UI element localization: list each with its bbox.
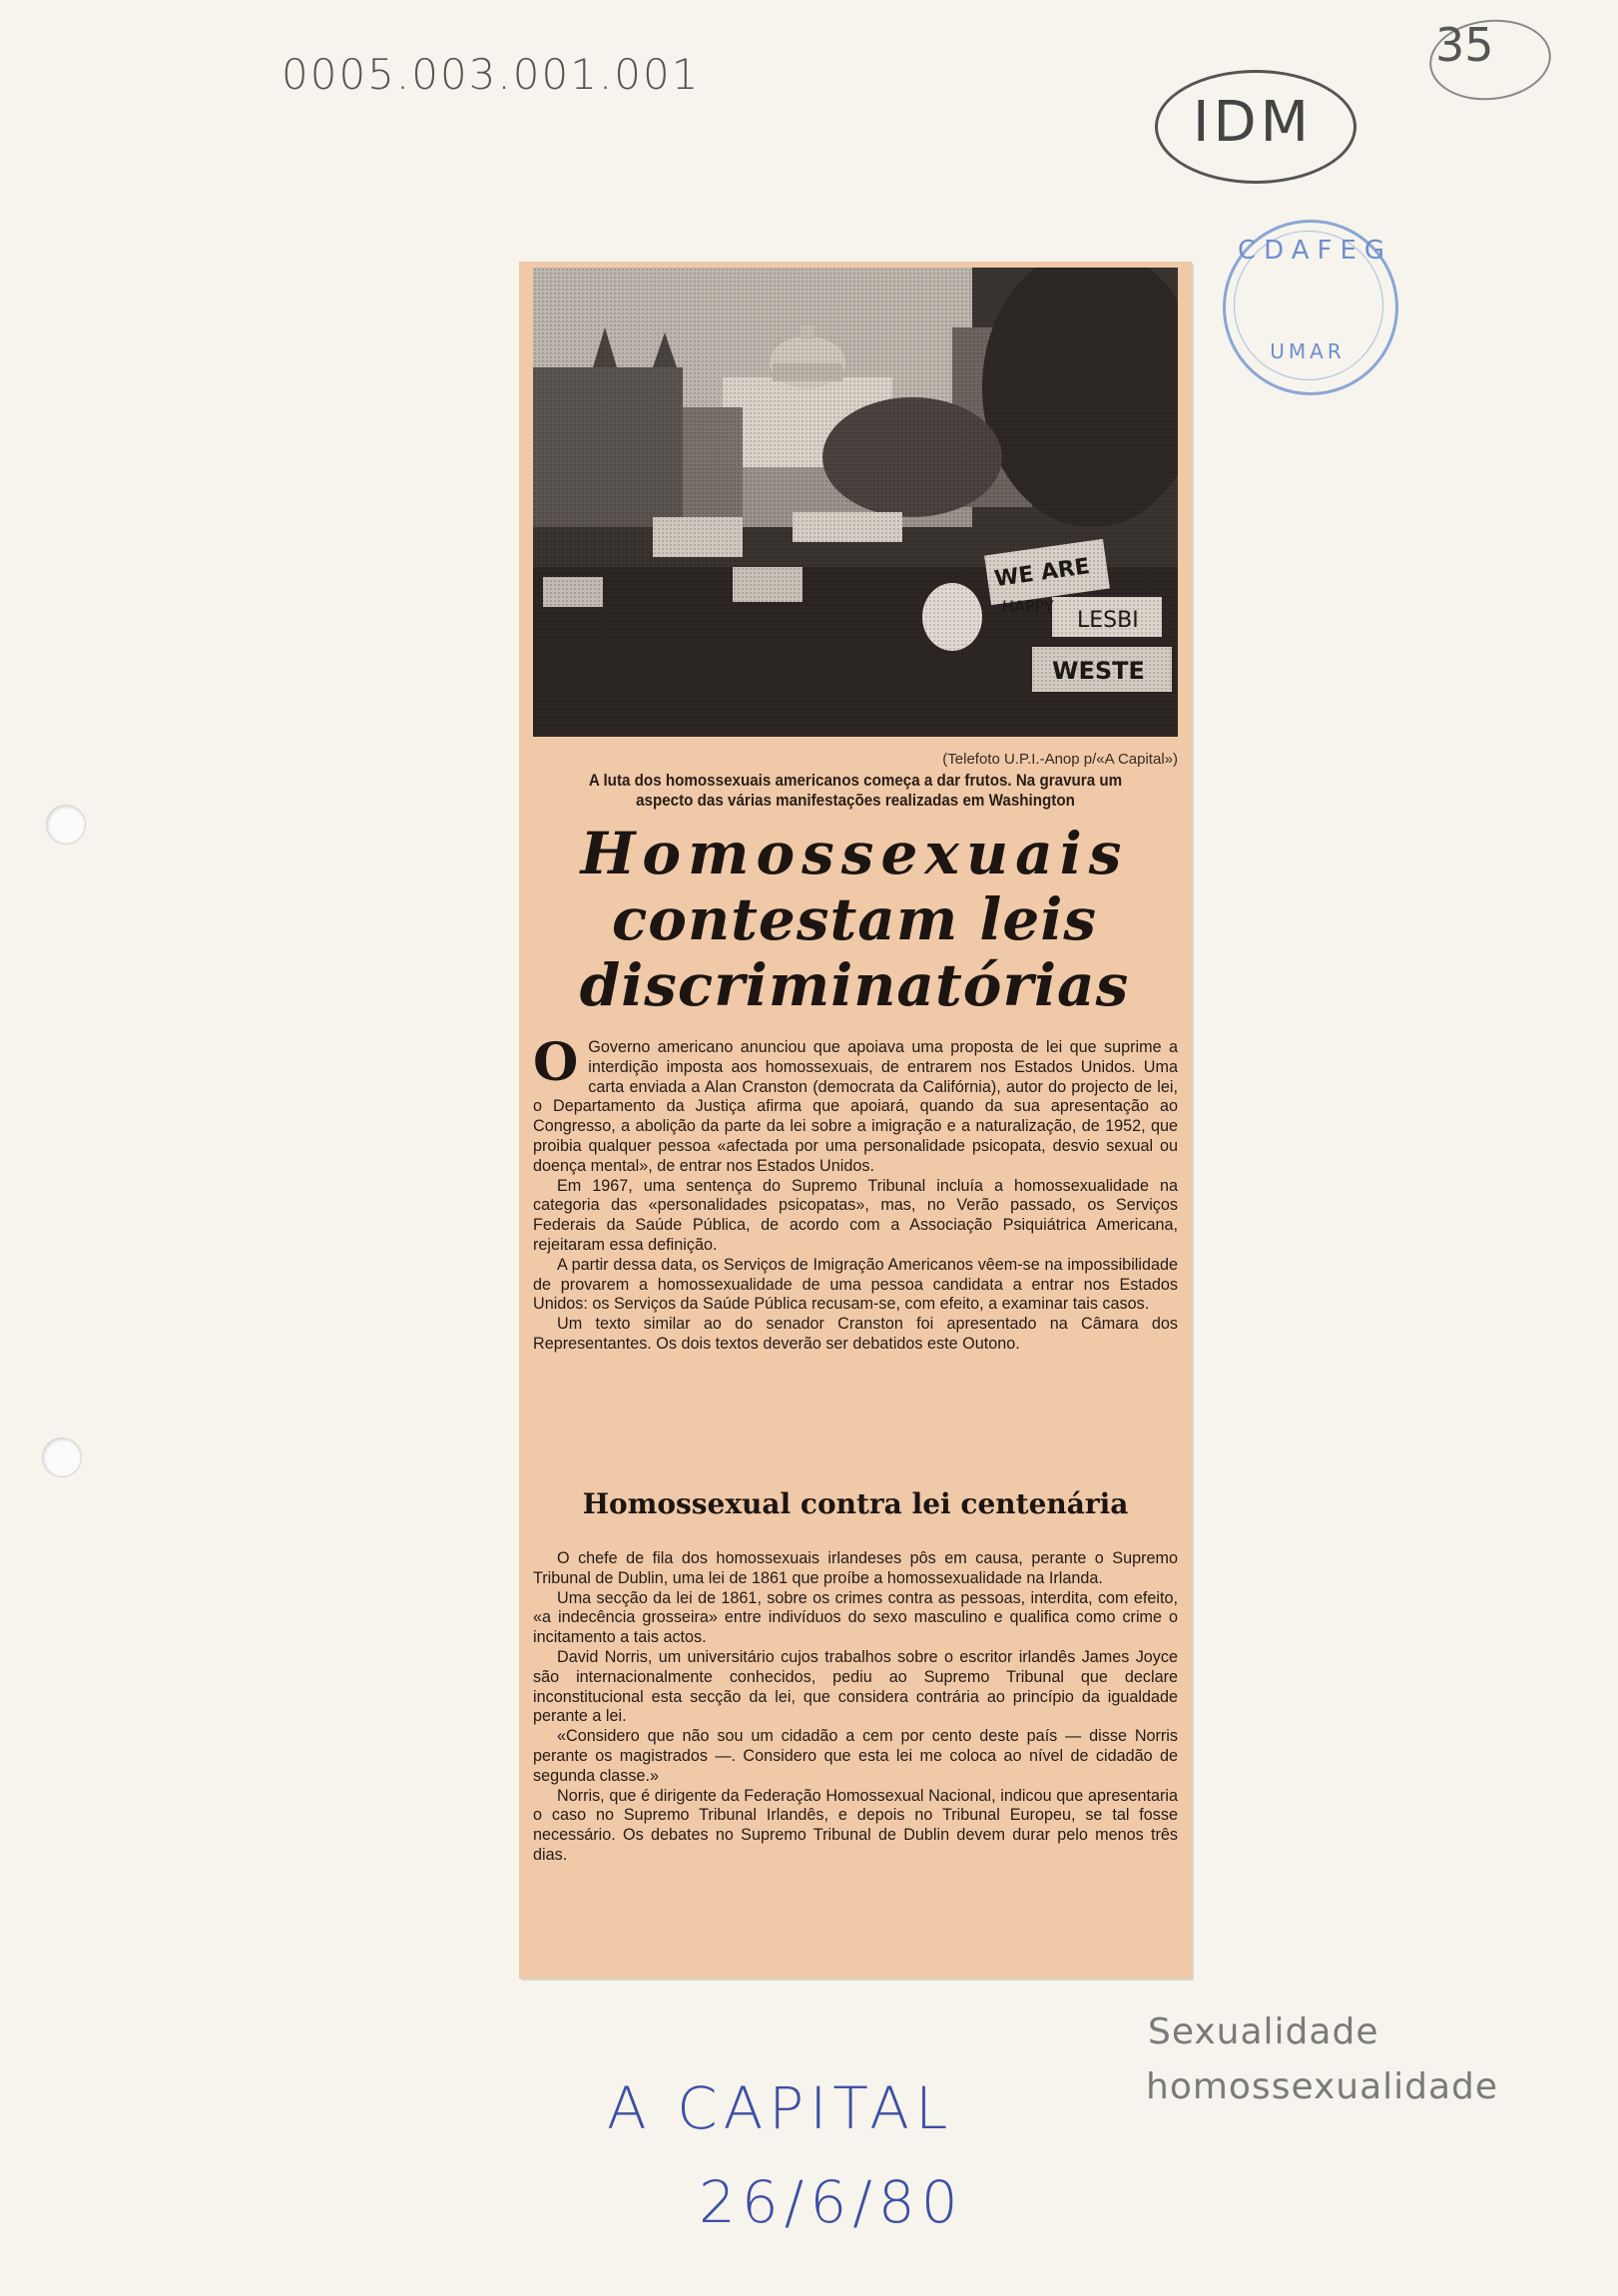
page-number: 35 bbox=[1435, 18, 1494, 72]
keyword-sexualidade: Sexualidade bbox=[1148, 2011, 1379, 2052]
photo-caption: A luta dos homossexuais americanos começa a dar frutos. Na gravura um aspecto das várias manifestações realizadas em Washington bbox=[588, 772, 1123, 810]
protest-photo bbox=[533, 268, 1178, 737]
publication-date: 26/6/80 bbox=[699, 2168, 964, 2236]
stamp-bottom-text: UMAR bbox=[1270, 339, 1346, 363]
article-body-part-2 bbox=[533, 1549, 1178, 1866]
idm-label: IDM bbox=[1193, 90, 1313, 155]
stamp-top-text: CDAFEG bbox=[1238, 236, 1393, 266]
photo-credit: (Telefoto U.P.I.-Anop p/«A Capital») bbox=[942, 751, 1178, 768]
article-paragraph: A partir dessa data, os Serviços de Imigração Americanos vêem-se na impossibilidade de provarem a homossexualidade de uma pessoa candidata a entrar nos Estados Unidos: os Serviços da Saúde Pública recusam-se, com efeito, a examinar tais casos. bbox=[533, 1255, 1178, 1314]
punch-hole-bottom bbox=[42, 1437, 82, 1477]
headline-line-2: contestam leis bbox=[611, 885, 1098, 953]
article-paragraph: Governo americano anunciou que apoiava uma proposta de lei que suprime a interdição imposta aos homossexuais, de entrarem nos Estados Unidos. Uma carta enviada a Alan Cranston (democrata da Califórnia), autor do projecto de lei, o Departamento da Justiça afirma que apoiará, quando da sua apresentação ao Congresso, a abolição da parte da lei sobre a imigração e a naturalização, de 1952, que proibia qualquer pessoa «afectada por uma personalidade psicopata, desvio sexual ou doença mental», de entrar nos Estados Unidos. bbox=[533, 1038, 1178, 1175]
headline bbox=[525, 821, 1184, 1018]
subheading: Homossexual contra lei centenária bbox=[582, 1487, 1129, 1520]
publication-name: A CAPITAL bbox=[607, 2074, 954, 2142]
headline-line-1: Homossexuais bbox=[580, 820, 1129, 887]
punch-hole-top bbox=[46, 805, 86, 845]
article-paragraph: «Considero que não sou um cidadão a cem por cento deste país — disse Norris perante os magistrados —. Considero que esta lei me coloca ao nível de cidadão de segunda classe.» bbox=[533, 1727, 1178, 1785]
article-paragraph: Uma secção da lei de 1861, sobre os crimes contra as pessoas, interdita, com efeito, «a indecência grosseira» entre indivíduos do sexo masculino e qualifica como crime o incitamento a tais actos. bbox=[533, 1588, 1178, 1647]
article-paragraph: O chefe de fila dos homossexuais irlandeses pôs em causa, perante o Supremo Tribunal de Dublin, uma lei de 1861 que proíbe a homossexualidade na Irlanda. bbox=[533, 1549, 1178, 1587]
newspaper-clipping bbox=[519, 262, 1192, 1979]
article-paragraph: Um texto similar ao do senador Cranston foi apresentado na Câmara dos Representantes. Os dois textos deverão ser debatidos este Outono. bbox=[533, 1315, 1178, 1353]
archive-reference-code: 0005.003.001.001 bbox=[281, 50, 701, 99]
drop-cap: O bbox=[533, 1032, 579, 1093]
article-body-part-1 bbox=[533, 1032, 1178, 1355]
headline-line-3: discriminatórias bbox=[579, 951, 1130, 1019]
article-paragraph: Norris, que é dirigente da Federação Homossexual Nacional, indicou que apresentaria o caso no Supremo Tribunal Irlandês, e depois no Tribunal Europeu, se tal fosse necessário. Os debates no Supremo Tribunal de Dublin devem durar pelo menos três dias. bbox=[533, 1786, 1178, 1864]
article-paragraph: Em 1967, uma sentença do Supremo Tribunal incluía a homossexualidade na categoria das «personalidades psicopatas», mas, no Verão passado, os Serviços Federais da Saúde Pública, de acordo com a Associação Psiquiátrica Americana, rejeitaram essa definição. bbox=[533, 1176, 1178, 1254]
article-paragraph: David Norris, um universitário cujos trabalhos sobre o escritor irlandês James Joyce são internacionalmente conhecidos, pediu ao Supremo Tribunal que declare inconstitucional esta secção da lei, que considera contrária ao princípio da igualdade perante a lei. bbox=[533, 1647, 1178, 1726]
keyword-homossexualidade: homossexualidade bbox=[1146, 2066, 1499, 2107]
